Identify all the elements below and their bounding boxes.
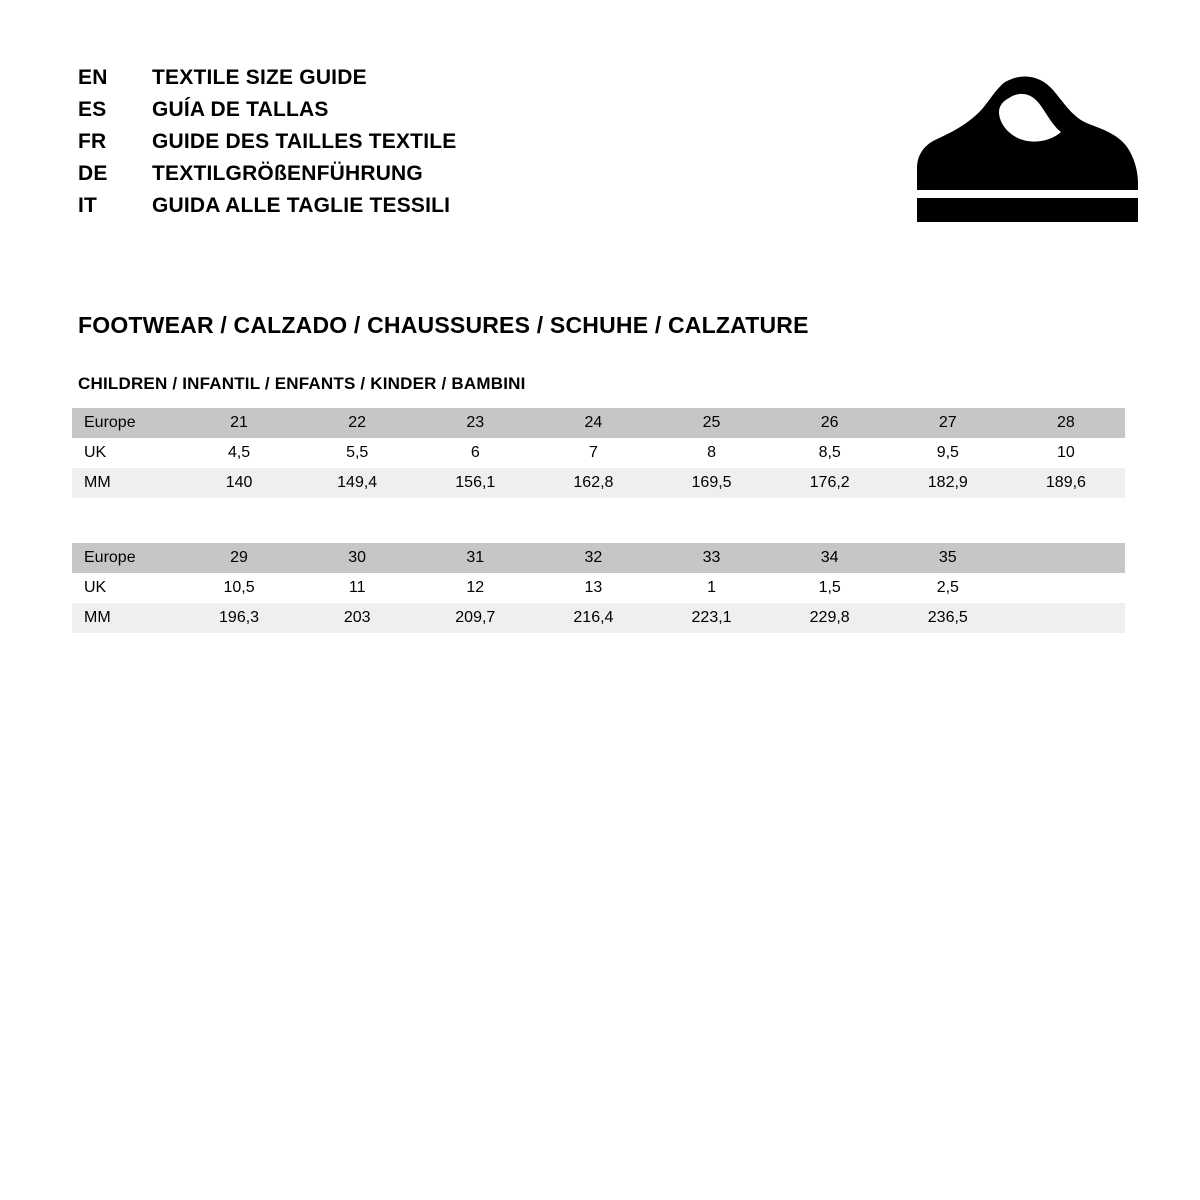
table-cell: 236,5 — [889, 603, 1007, 633]
language-title: GUÍA DE TALLAS — [152, 98, 329, 121]
table-cell: 32 — [534, 543, 652, 573]
table-cell: 11 — [298, 573, 416, 603]
language-row-en — [78, 66, 456, 98]
language-title: GUIDA ALLE TAGLIE TESSILI — [152, 194, 451, 217]
language-code: DE — [78, 162, 108, 185]
language-code: IT — [78, 194, 98, 217]
row-label: UK — [72, 438, 180, 468]
language-list — [78, 66, 456, 226]
table-row — [72, 543, 1125, 573]
shoe-icon — [905, 70, 1145, 225]
size-table-children-2 — [72, 543, 1125, 633]
table-cell: 34 — [771, 543, 889, 573]
row-label: UK — [72, 573, 180, 603]
table-cell: 12 — [416, 573, 534, 603]
table-cell: 216,4 — [534, 603, 652, 633]
table-cell: 189,6 — [1007, 468, 1125, 498]
table-cell-empty — [1007, 603, 1125, 633]
row-label: Europe — [72, 408, 180, 438]
table-cell: 9,5 — [889, 438, 1007, 468]
table-cell: 21 — [180, 408, 298, 438]
table-cell: 24 — [534, 408, 652, 438]
table-cell: 7 — [534, 438, 652, 468]
table-cell-empty — [1007, 573, 1125, 603]
language-code: ES — [78, 98, 107, 121]
table-cell: 209,7 — [416, 603, 534, 633]
table-cell: 8,5 — [771, 438, 889, 468]
table-cell: 27 — [889, 408, 1007, 438]
language-title: TEXTILGRÖßENFÜHRUNG — [152, 162, 423, 185]
table-cell-empty — [1007, 543, 1125, 573]
table-cell: 26 — [771, 408, 889, 438]
table-cell: 22 — [298, 408, 416, 438]
language-title: TEXTILE SIZE GUIDE — [152, 66, 367, 89]
table-cell: 30 — [298, 543, 416, 573]
table-cell: 29 — [180, 543, 298, 573]
table-cell: 13 — [534, 573, 652, 603]
language-code: FR — [78, 130, 107, 153]
language-code: EN — [78, 66, 108, 89]
language-title: GUIDE DES TAILLES TEXTILE — [152, 130, 457, 153]
table-cell: 162,8 — [534, 468, 652, 498]
table-cell: 182,9 — [889, 468, 1007, 498]
section-subtitle: CHILDREN / INFANTIL / ENFANTS / KINDER / BAMBINI — [78, 374, 526, 393]
language-row-it — [78, 194, 456, 226]
table-cell: 28 — [1007, 408, 1125, 438]
table-cell: 31 — [416, 543, 534, 573]
table-cell: 203 — [298, 603, 416, 633]
row-label: Europe — [72, 543, 180, 573]
table-cell: 140 — [180, 468, 298, 498]
table-cell: 10 — [1007, 438, 1125, 468]
table-cell: 35 — [889, 543, 1007, 573]
table-row — [72, 468, 1125, 498]
table-cell: 149,4 — [298, 468, 416, 498]
size-table-children-1 — [72, 408, 1125, 498]
table-cell: 223,1 — [653, 603, 771, 633]
language-row-fr — [78, 130, 456, 162]
table-cell: 4,5 — [180, 438, 298, 468]
row-label: MM — [72, 603, 180, 633]
table-row — [72, 603, 1125, 633]
language-row-de — [78, 162, 456, 194]
row-label: MM — [72, 468, 180, 498]
table-cell: 1 — [653, 573, 771, 603]
section-title: FOOTWEAR / CALZADO / CHAUSSURES / SCHUHE / CALZATURE — [78, 312, 809, 338]
table-row — [72, 438, 1125, 468]
table-cell: 8 — [653, 438, 771, 468]
language-row-es — [78, 98, 456, 130]
table-cell: 33 — [653, 543, 771, 573]
table-cell: 5,5 — [298, 438, 416, 468]
table-cell: 6 — [416, 438, 534, 468]
table-cell: 169,5 — [653, 468, 771, 498]
table-cell: 196,3 — [180, 603, 298, 633]
table-cell: 1,5 — [771, 573, 889, 603]
table-row — [72, 573, 1125, 603]
table-row — [72, 408, 1125, 438]
table-cell: 10,5 — [180, 573, 298, 603]
table-cell: 2,5 — [889, 573, 1007, 603]
table-cell: 229,8 — [771, 603, 889, 633]
table-cell: 156,1 — [416, 468, 534, 498]
table-cell: 176,2 — [771, 468, 889, 498]
table-cell: 25 — [653, 408, 771, 438]
table-cell: 23 — [416, 408, 534, 438]
